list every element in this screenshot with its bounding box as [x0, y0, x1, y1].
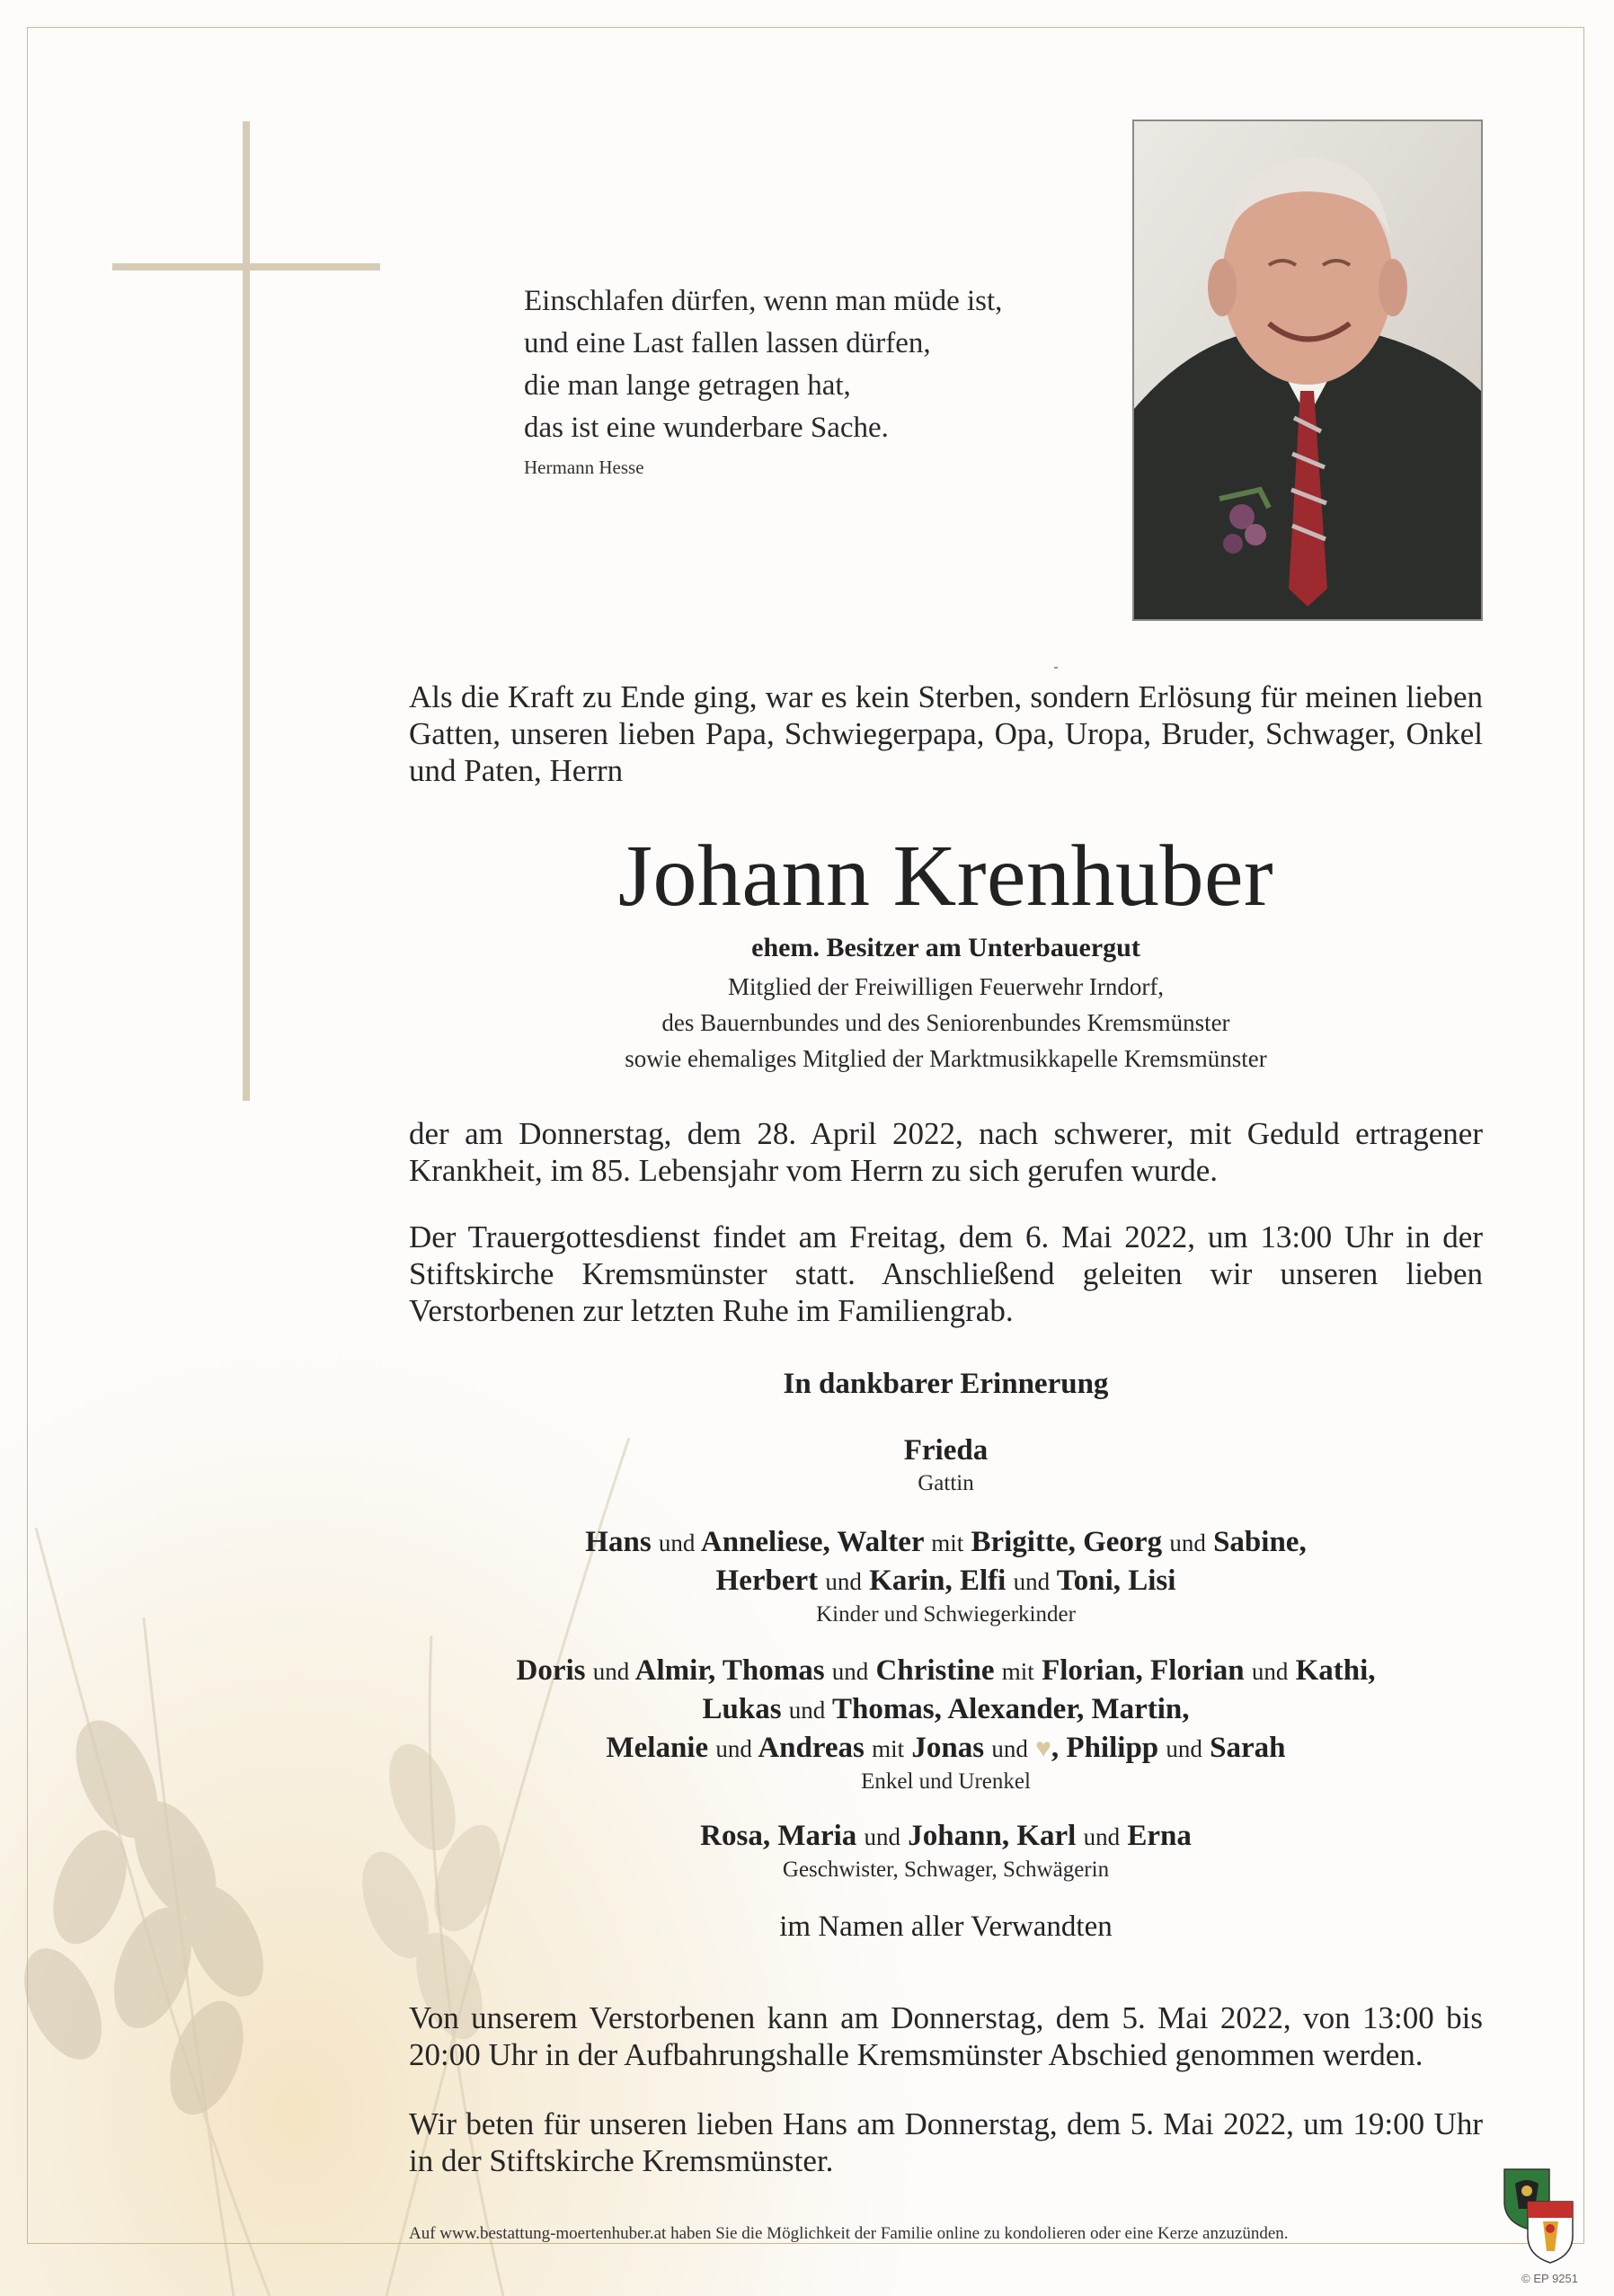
- family-names: Karin, Elfi: [869, 1565, 1007, 1597]
- membership-line: sowie ehemaliges Mitglied der Marktmusikkapelle Kremsmünster: [625, 1045, 1267, 1072]
- quote-line: Einschlafen dürfen, wenn man müde ist,: [524, 285, 1003, 317]
- grandchildren-role: Enkel und Urenkel: [861, 1769, 1031, 1794]
- spouse-role: Gattin: [918, 1471, 974, 1495]
- family-names: Rosa, Maria: [700, 1820, 857, 1852]
- quote-block: [524, 280, 1063, 479]
- print-mark: [1054, 667, 1058, 669]
- family-names: Anneliese, Walter: [700, 1526, 924, 1558]
- family-spouse: [409, 1432, 1483, 1498]
- family-names: Lukas: [702, 1693, 782, 1725]
- connector: mit: [872, 1735, 905, 1762]
- footer-text: Auf www.bestattung-moertenhuber.at haben Sie die Möglichkeit der Familie online zu kondolieren oder eine Kerze anzuzünden.: [409, 2224, 1289, 2243]
- siblings-line-1: [409, 1817, 1483, 1856]
- heart-icon: ♥: [1035, 1733, 1051, 1763]
- connector: und: [1166, 1735, 1202, 1762]
- connector: und: [1169, 1529, 1206, 1556]
- viewing-notice: Von unserem Verstorbenen kann am Donnerstag, dem 5. Mai 2022, von 13:00 bis 20:00 Uhr in der Aufbahrungshalle Kremsmünster Abschied genommen werden.: [409, 2000, 1483, 2072]
- connector: und: [715, 1735, 752, 1762]
- family-children: [409, 1523, 1483, 1629]
- family-names: Melanie: [606, 1732, 709, 1764]
- family-names: Doris: [516, 1654, 586, 1687]
- grandchildren-line-1: [409, 1652, 1483, 1690]
- membership-line: des Bauernbundes und des Seniorenbundes Kremsmünster: [661, 1009, 1230, 1036]
- death-notice: der am Donnerstag, dem 28. April 2022, nach schwerer, mit Geduld ertragener Krankheit, im 85. Lebensjahr vom Herrn zu sich gerufen wurde.: [409, 1116, 1483, 1188]
- intro-text: Als die Kraft zu Ende ging, war es kein Sterben, sondern Erlösung für meinen lieben Gatten, unseren lieben Papa, Schwiegerpapa, Opa, Uropa, Bruder, Schwager, Onkel und Paten, Herrn: [409, 679, 1483, 788]
- family-names: Florian, Florian: [1042, 1654, 1245, 1687]
- family-names: Kathi,: [1295, 1654, 1376, 1687]
- memberships: [409, 969, 1483, 1077]
- grandchildren-line-2: [409, 1690, 1483, 1729]
- family-names: Herbert: [715, 1565, 819, 1597]
- closing-text: im Namen aller Verwandten: [779, 1910, 1113, 1943]
- family-siblings: [409, 1817, 1483, 1884]
- quote-line: das ist eine wunderbare Sache.: [524, 412, 889, 444]
- family-names: Johann, Karl: [908, 1820, 1077, 1852]
- connector: und: [991, 1735, 1028, 1762]
- family-names: Erna: [1127, 1820, 1192, 1852]
- connector: und: [592, 1658, 630, 1685]
- family-names: Sarah: [1210, 1732, 1286, 1764]
- connector: und: [831, 1658, 869, 1685]
- family-names: , Philipp: [1051, 1732, 1159, 1764]
- connector: und: [1083, 1823, 1121, 1850]
- deceased-name: Johann Krenhuber: [617, 828, 1274, 925]
- family-names: Jonas: [911, 1732, 985, 1764]
- service-notice: Der Trauergottesdienst findet am Freitag, dem 6. Mai 2022, um 13:00 Uhr in der Stiftskirche Kremsmünster statt. Anschließend geleiten wir unseren lieben Verstorbenen zur letzten Ruhe im Familiengrab.: [409, 1219, 1483, 1328]
- connector: und: [1013, 1568, 1051, 1595]
- connector: mit: [1001, 1658, 1034, 1685]
- family-names: Almir, Thomas: [634, 1654, 825, 1687]
- connector: und: [788, 1697, 826, 1724]
- connector: und: [658, 1529, 696, 1556]
- coat-of-arms-icon: [1503, 2166, 1574, 2265]
- children-line-1: [409, 1523, 1483, 1562]
- quote-author: Hermann Hesse: [524, 457, 644, 478]
- thanks-heading: In dankbarer Erinnerung: [783, 1368, 1109, 1400]
- connector: und: [1251, 1658, 1289, 1685]
- connector: mit: [931, 1529, 964, 1556]
- children-role: Kinder und Schwiegerkinder: [816, 1602, 1076, 1627]
- family-grandchildren: [409, 1652, 1483, 1796]
- quote-line: und eine Last fallen lassen dürfen,: [524, 327, 931, 359]
- spouse-name: Frieda: [903, 1434, 989, 1467]
- family-names: Andreas: [758, 1732, 865, 1764]
- children-line-2: [409, 1562, 1483, 1600]
- membership-line: Mitglied der Freiwilligen Feuerwehr Irndorf,: [727, 973, 1165, 1000]
- family-names: Toni, Lisi: [1056, 1565, 1176, 1597]
- occupation: ehem. Besitzer am Unterbauergut: [751, 933, 1140, 962]
- grandchildren-line-3: [409, 1729, 1483, 1768]
- quote-line: die man lange getragen hat,: [524, 369, 851, 402]
- family-names: Brigitte, Georg: [971, 1526, 1163, 1558]
- siblings-role: Geschwister, Schwager, Schwägerin: [782, 1857, 1110, 1882]
- cross-horizontal-bar: [112, 263, 380, 270]
- connector: und: [864, 1823, 901, 1850]
- print-code: © EP 9251: [1521, 2272, 1578, 2285]
- prayer-notice: Wir beten für unseren lieben Hans am Donnerstag, dem 5. Mai 2022, um 19:00 Uhr in der Stiftskirche Kremsmünster.: [409, 2106, 1483, 2178]
- portrait-photo: [1132, 120, 1483, 621]
- family-names: Sabine,: [1213, 1526, 1307, 1558]
- connector: und: [825, 1568, 862, 1595]
- family-names: Christine: [875, 1654, 995, 1687]
- family-names: Thomas, Alexander, Martin,: [831, 1693, 1190, 1725]
- family-names: Hans: [585, 1526, 652, 1558]
